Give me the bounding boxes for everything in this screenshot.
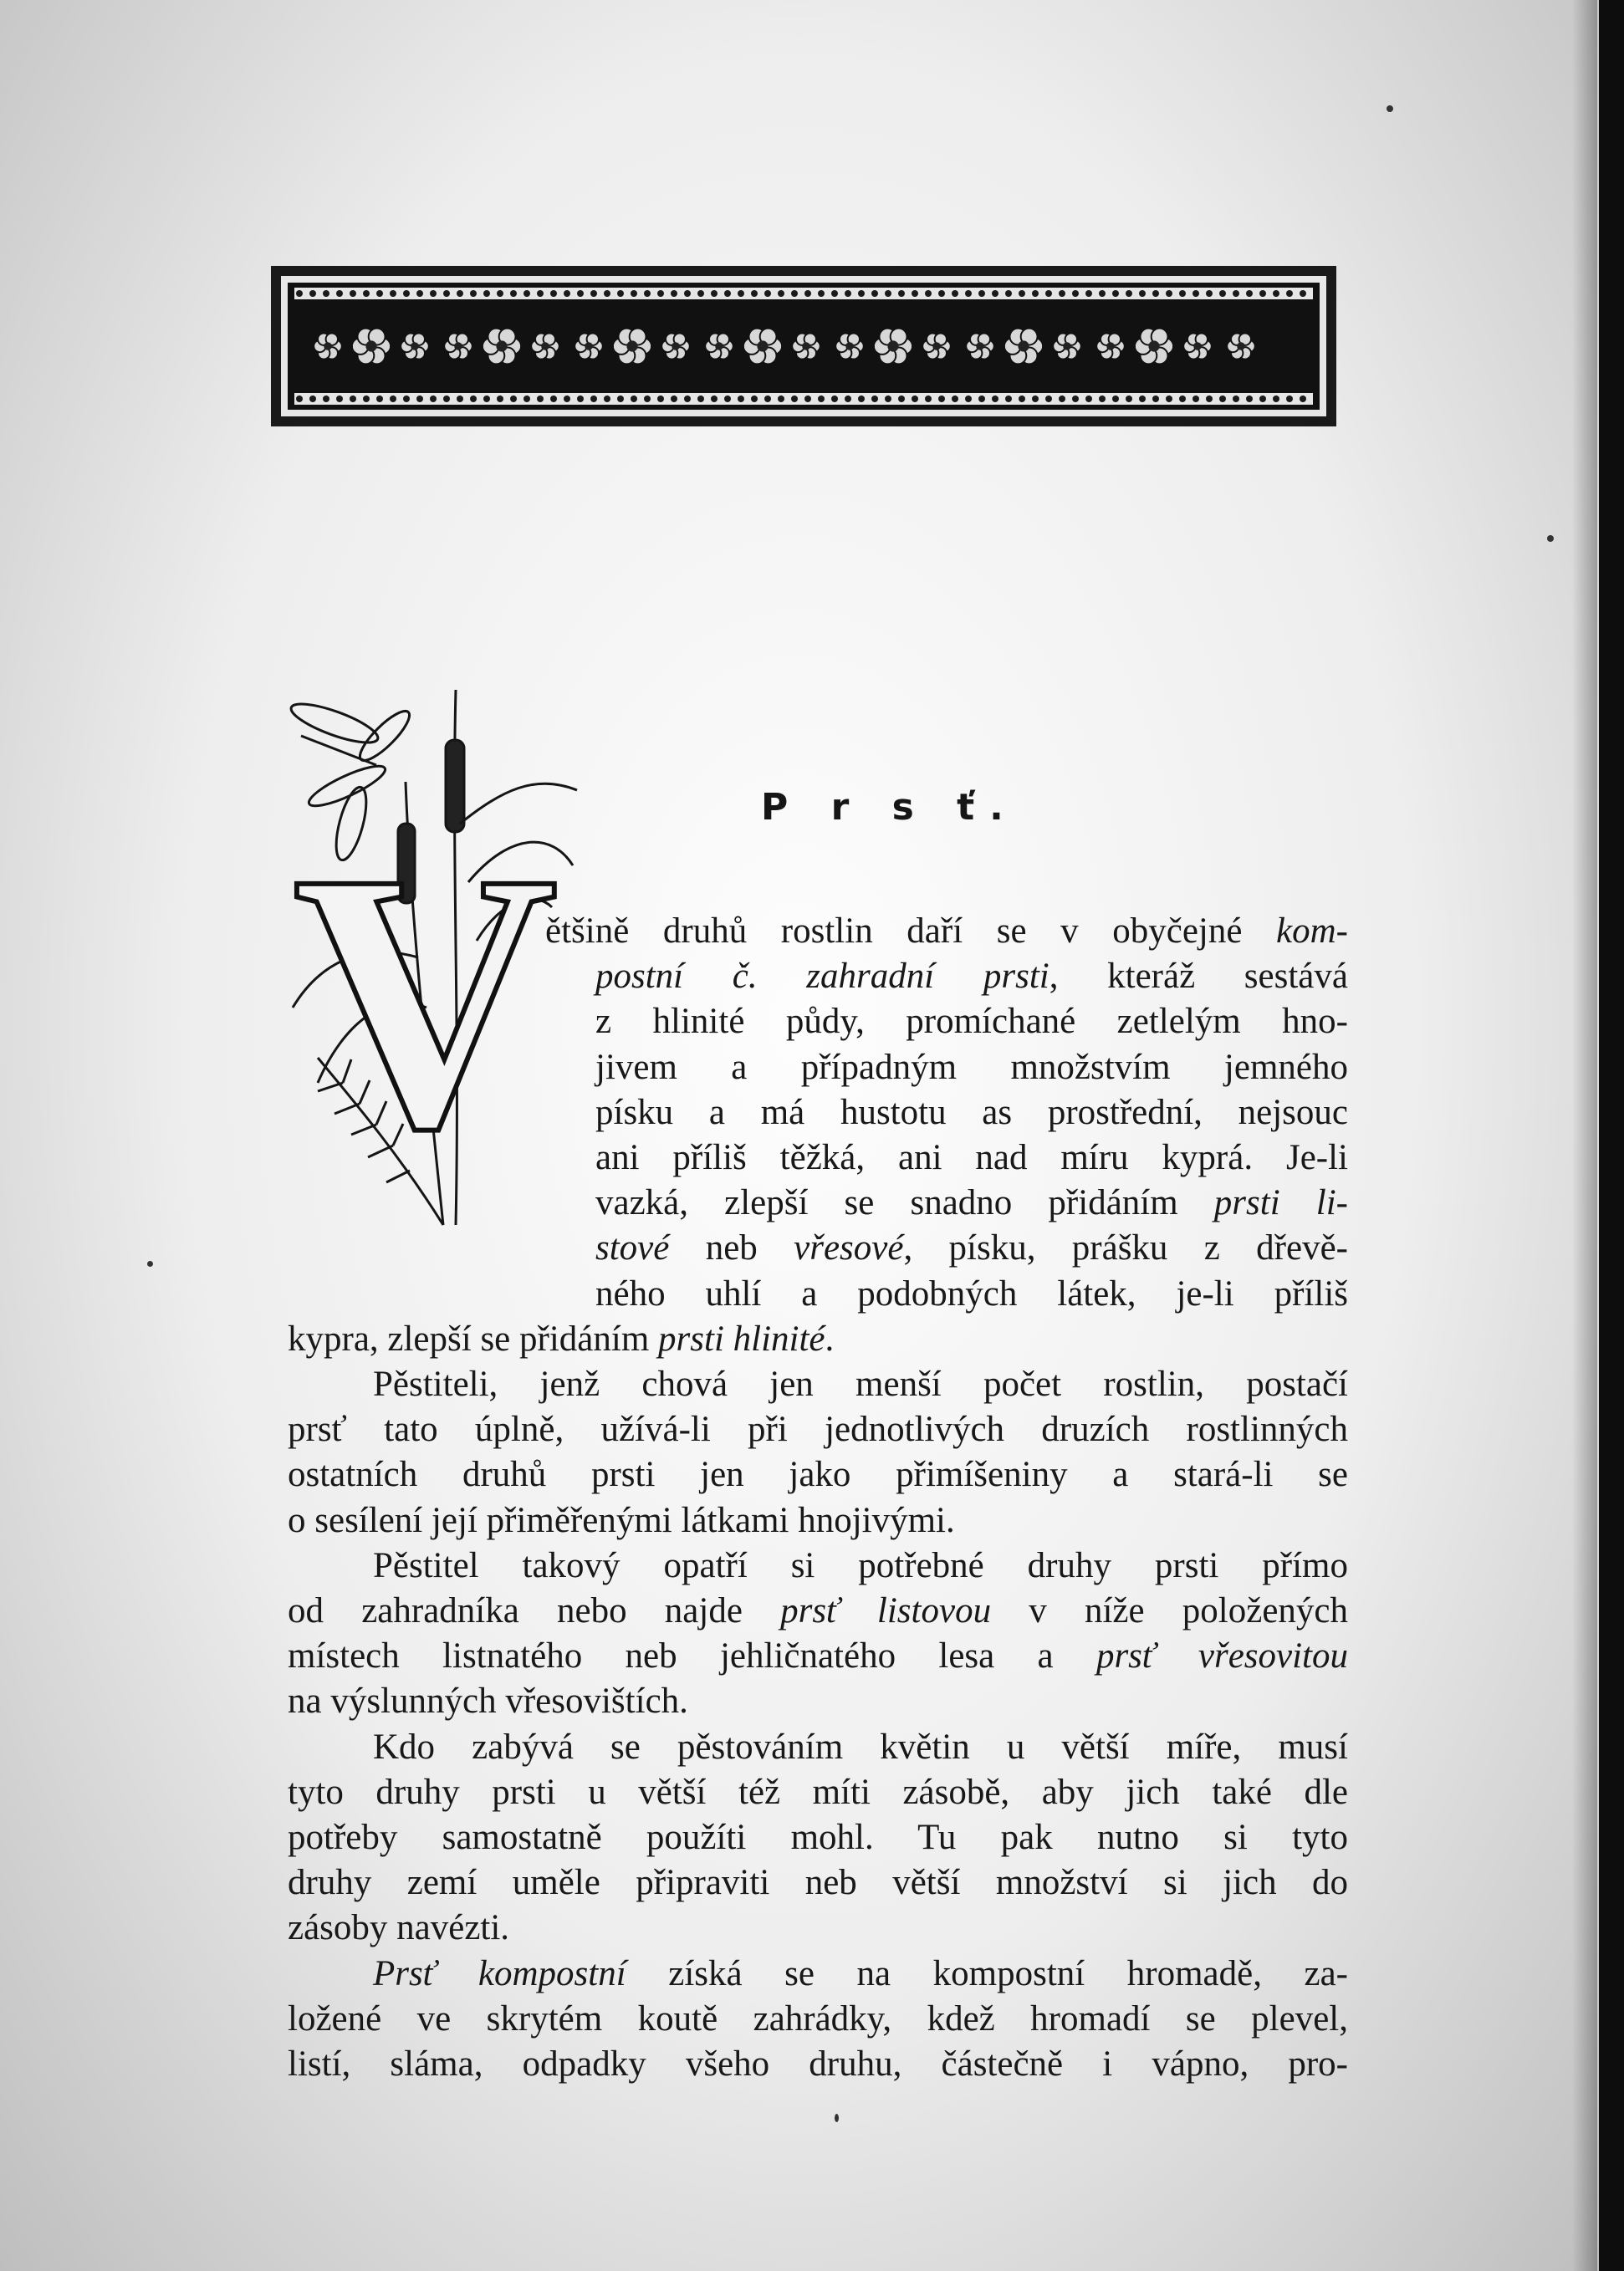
text-line: Prsť kompostní získá se na kompostní hromadě, za- bbox=[373, 1953, 1348, 1993]
ornament-flower-icon bbox=[352, 329, 391, 365]
text-line: stové neb vřesové, písku, prášku z dřevě- bbox=[595, 1228, 1348, 1268]
ornament-flower-icon bbox=[401, 333, 429, 359]
ornament-flower-icon bbox=[966, 333, 994, 359]
page-fold-shadow bbox=[1572, 0, 1597, 2271]
text-line: listí, sláma, odpadky všeho druhu, částečně i vápno, pro- bbox=[288, 2044, 1348, 2084]
ornament-flower-icon bbox=[1053, 333, 1081, 359]
ornament-flower-icon bbox=[835, 333, 864, 359]
text-line: od zahradníka nebo najde prsť listovou v níže položených bbox=[288, 1591, 1348, 1631]
text-line: druhy zemí uměle připraviti neb větší množství si jich do bbox=[288, 1863, 1348, 1903]
text-line: písku a má hustotu as prostřední, nejsouc bbox=[595, 1092, 1348, 1132]
text-line: ložené ve skrytém koutě zahrádky, kdež hromadí se plevel, bbox=[288, 1998, 1348, 2039]
ornament-flower-icon bbox=[661, 333, 690, 359]
text-line: potřeby samostatně použíti mohl. Tu pak nutno si tyto bbox=[288, 1818, 1348, 1857]
scan-edge bbox=[1599, 0, 1624, 2271]
text-line: prsť tato úplně, užívá-li při jednotlivých druzích rostlinných bbox=[288, 1410, 1348, 1450]
ornament-flower-icon bbox=[314, 333, 342, 359]
drop-cap-v bbox=[293, 798, 559, 1205]
ornament-flower-icon bbox=[792, 333, 820, 359]
ornament-flower-icon bbox=[874, 329, 912, 365]
paper-speck bbox=[1547, 535, 1554, 542]
text-line: postní č. zahradní prsti, kteráž sestává bbox=[595, 957, 1348, 997]
floral-header-ornament bbox=[269, 264, 1338, 428]
ornament-flower-icon bbox=[1135, 329, 1173, 365]
text-line: o sesílení její přiměřenými látkami hnojivými. bbox=[288, 1500, 955, 1540]
ornament-flower-icon bbox=[483, 329, 521, 365]
text-line: z hlinité půdy, promíchané zetlelým hno- bbox=[595, 1002, 1348, 1042]
ornament-flower-icon bbox=[922, 333, 951, 359]
svg-text:V: V bbox=[293, 798, 559, 1205]
text-line: ětšině druhů rostlin daří se v obyčejné kom- bbox=[545, 911, 1348, 951]
text-line: tyto druhy prsti u větší též míti zásobě, aby jich také dle bbox=[288, 1772, 1348, 1812]
paper-speck bbox=[1387, 105, 1393, 112]
drop-cap-illustration bbox=[284, 690, 585, 1275]
text-line: vazká, zlepší se snadno přidáním prsti li- bbox=[595, 1183, 1348, 1223]
page-title: P r s ť. bbox=[761, 786, 1019, 829]
paper-speck bbox=[835, 2114, 839, 2122]
text-line: Pěstitel takový opatří si potřebné druhy prsti přímo bbox=[373, 1545, 1348, 1585]
text-line: ostatních druhů prsti jen jako přimíšeniny a stará-li se bbox=[288, 1455, 1348, 1495]
ornament-flower-icon bbox=[575, 333, 603, 359]
text-line: ani příliš těžká, ani nad míru kyprá. Je-li bbox=[595, 1138, 1348, 1177]
text-line: kypra, zlepší se přidáním prsti hlinité. bbox=[288, 1319, 835, 1359]
text-line: Kdo zabývá se pěstováním květin u větší míře, musí bbox=[373, 1727, 1348, 1767]
text-line: jivem a případným množstvím jemného bbox=[595, 1047, 1348, 1087]
ornament-flower-icon bbox=[743, 329, 782, 365]
text-line: Pěstiteli, jenž chová jen menší počet rostlin, postačí bbox=[373, 1365, 1348, 1404]
ornament-flower-icon bbox=[531, 333, 559, 359]
ornament-flower-icon bbox=[613, 329, 651, 365]
ornament-flower-icon bbox=[705, 333, 733, 359]
ornament-flower-icon bbox=[1227, 333, 1255, 359]
text-line: ného uhlí a podobných látek, je-li příliš bbox=[595, 1273, 1348, 1314]
text-line: místech listnatého neb jehličnatého lesa a prsť vřesovitou bbox=[288, 1636, 1348, 1676]
ornament-flower-icon bbox=[1096, 333, 1125, 359]
text-line: na výslunných vřesovištích. bbox=[288, 1682, 688, 1722]
text-line: zásoby navézti. bbox=[288, 1908, 510, 1948]
ornament-flower-icon bbox=[1004, 329, 1043, 365]
paper-speck bbox=[147, 1261, 153, 1267]
ornament-flower-icon bbox=[1183, 333, 1212, 359]
ornament-flower-icon bbox=[444, 333, 472, 359]
